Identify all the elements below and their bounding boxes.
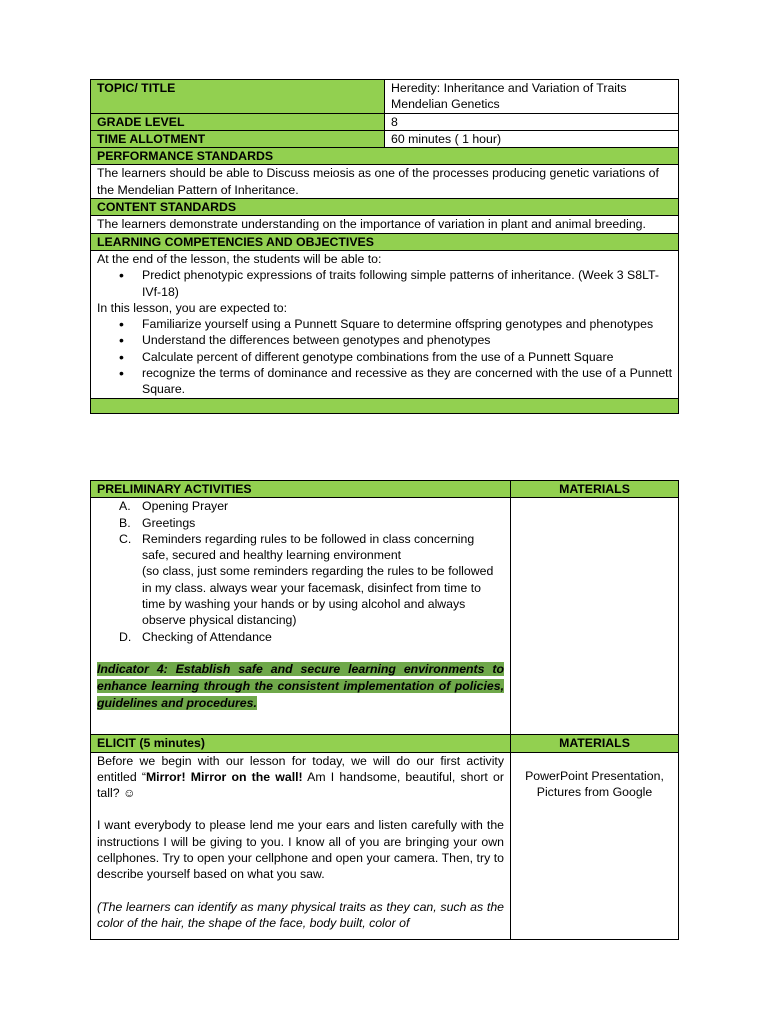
lc-intro2: In this lesson, you are expected to: [97, 300, 288, 315]
lc-competency-item: • Predict phenotypic expressions of traits following simple patterns of inheritance. (Week 3 S8LT-IVf-18) [119, 267, 672, 300]
topic-value-line1: Heredity: Inheritance and Variation of Traits [391, 81, 627, 95]
reminder-note: (so class, just some reminders regarding the rules to be followed in my class. always wear your facemask, disinfect from time to time by washing your hands or by using alcohol and always observe physical distancing) [142, 564, 494, 628]
elicit-header-row [91, 735, 679, 752]
elicit-paragraph-1 [97, 753, 504, 802]
preliminary-activities-body [91, 498, 511, 735]
topic-label: TOPIC/ TITLE [91, 80, 385, 114]
elicit-body-row [91, 752, 679, 939]
grade-value: 8 [385, 113, 679, 130]
lc-objective-item: • Familiarize yourself using a Punnett Square to determine offspring genotypes and phenotypes [119, 316, 672, 332]
lc-objective-item: • recognize the terms of dominance and recessive as they are concerned with the use of a Punnett Square. [119, 365, 672, 398]
preliminary-activities-header: PRELIMINARY ACTIVITIES [91, 481, 511, 498]
list-letter: C. [119, 531, 132, 546]
lc-objective-item: • Calculate percent of different genotype combinations from the use of a Punnett Square [119, 349, 672, 365]
list-text: Reminders regarding rules to be followed in class concerning safe, secured and healthy learning environment [142, 531, 475, 563]
elicit-materials: PowerPoint Presentation, Pictures from Google [511, 752, 679, 939]
lc-intro: At the end of the lesson, the students will be able to: [97, 251, 382, 266]
topic-value-line2: Mendelian Genetics [391, 97, 500, 112]
list-item [119, 498, 504, 514]
elicit-paragraph-2: I want everybody to please lend me your ears and listen carefully with the instructions I will be giving to you. I know all of you are bringing your own cellphones. Try to open your cellphone and open your camera. Then, try to describe yourself based on what you saw. [97, 818, 504, 882]
performance-standards-text: The learners should be able to Discuss meiosis as one of the processes producing genetic variations of the Mendelian Pattern of Inheritance. [91, 165, 679, 199]
performance-standards-header: PERFORMANCE STANDARDS [91, 148, 679, 165]
topic-value [385, 80, 679, 114]
preliminary-list [97, 498, 504, 645]
time-value: 60 minutes ( 1 hour) [385, 130, 679, 147]
preliminary-materials-cell [511, 498, 679, 735]
elicit-body [91, 752, 511, 939]
list-item [119, 531, 504, 629]
content-standards-header: CONTENT STANDARDS [91, 199, 679, 216]
lc-objective-item: • Understand the differences between genotypes and phenotypes [119, 332, 672, 348]
list-item [119, 629, 504, 645]
list-text: Checking of Attendance [142, 629, 272, 644]
elicit-paragraph-3: (The learners can identify as many physical traits as they can, such as the color of the hair, the shape of the face, body built, color of [97, 899, 504, 930]
lc-objectives-list [97, 316, 672, 397]
grade-row [91, 113, 679, 130]
elicit-p1-start: Before we begin with our lesson for today, we will do our first activity entitled “ [97, 753, 504, 784]
activity-title: Mirror! Mirror on the wall! [145, 769, 303, 784]
indicator-note [97, 661, 504, 712]
empty-green-row [91, 398, 679, 413]
materials-header: MATERIALS [511, 481, 679, 498]
prelim-header-row [91, 481, 679, 498]
list-letter: B. [119, 515, 131, 530]
lesson-info-table [90, 79, 679, 414]
grade-label: GRADE LEVEL [91, 113, 385, 130]
learning-competencies-body [91, 250, 679, 398]
list-text: Opening Prayer [142, 499, 229, 514]
list-letter: A. [119, 499, 131, 514]
time-row [91, 130, 679, 147]
list-text: Greetings [142, 515, 196, 530]
time-label: TIME ALLOTMENT [91, 130, 385, 147]
indicator-highlight: Indicator 4: Establish safe and secure learning environments to enhance learning through the consistent implementation of policies, guidelines and procedures. [97, 661, 504, 710]
list-item [119, 515, 504, 531]
lc-competency-list [97, 267, 672, 300]
topic-row [91, 80, 679, 114]
list-letter: D. [119, 629, 132, 644]
learning-competencies-header: LEARNING COMPETENCIES AND OBJECTIVES [91, 233, 679, 250]
elicit-header: ELICIT (5 minutes) [91, 735, 511, 752]
activities-table [90, 480, 679, 940]
elicit-p1-end: Am I handsome, beautiful, short or tall? ☺ [97, 769, 504, 801]
elicit-materials-header: MATERIALS [511, 735, 679, 752]
content-standards-text: The learners demonstrate understanding on the importance of variation in plant and animal breeding. [91, 216, 679, 233]
prelim-body-row [91, 498, 679, 735]
